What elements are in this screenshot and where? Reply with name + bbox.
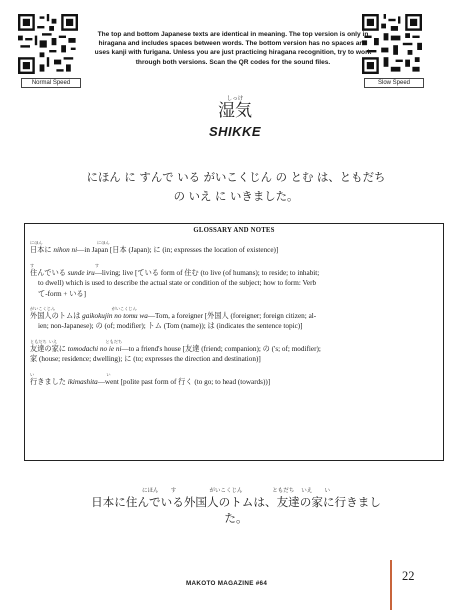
entry-term: 住んでいる — [30, 268, 68, 277]
page-number: 22 — [402, 569, 415, 583]
entry-continuation: て-form + いる] — [38, 289, 86, 298]
glossary-title: GLOSSARY AND NOTES — [193, 227, 275, 234]
glossary-entry — [30, 306, 438, 332]
entry-romaji: sunde iru — [67, 268, 95, 277]
glossary-entry — [30, 372, 438, 387]
glossary-entry — [30, 263, 438, 299]
glossary-entry — [30, 240, 438, 255]
qr-slow-label: Slow Speed — [364, 78, 424, 88]
story-title — [185, 96, 285, 139]
entry-definition: —Tom, a foreigner [外国人 (foreigner; foreign citizen; al- — [147, 312, 317, 321]
entry-term: 外国人のトムは — [30, 312, 83, 321]
hiragana-text — [40, 168, 432, 206]
entry-furigana: ともだち いえ ともだち — [30, 338, 123, 344]
entry-term: 行きました — [30, 377, 68, 386]
kanji-furigana: にほん す がいこくじん ともだち いえ い — [142, 488, 330, 494]
glossary-box — [24, 223, 444, 461]
entry-romaji: gaikokujin no tomu wa — [82, 312, 148, 321]
entry-furigana: す す — [30, 262, 100, 268]
magazine-footer: MAKOTO MAGAZINE #64 — [186, 580, 268, 587]
qr-code-normal[interactable] — [18, 14, 78, 78]
entry-furigana: い い — [30, 371, 111, 377]
entry-definition: —living; live [ている form of 住む (to live (of humans); to reside; to inhabit; — [94, 268, 320, 277]
kanji-line: た。 — [224, 511, 248, 525]
kanji-text — [40, 488, 432, 526]
entry-continuation: to dwell) which is used to describe the actual state or condition of the subject; how to form: Verb — [38, 279, 317, 288]
title-kanji: 湿気 — [218, 101, 252, 121]
entry-definition: —went [polite past form of 行く (to go; to head (towards))] — [97, 377, 271, 386]
entry-continuation: ien; non-Japanese); の (of; modifier); トム (Tom (name)); は (indicates the sentence topic)] — [38, 322, 303, 331]
qr-icon — [18, 14, 78, 74]
entry-furigana: がいこくじん がいこくじん — [30, 306, 137, 312]
entry-definition: —to a friend's house [友達 (friend; companion); の ('s; of; modifier); — [121, 344, 321, 353]
entry-term: 日本に — [30, 246, 54, 255]
hiragana-line: の いえ に いきました。 — [173, 189, 299, 203]
kanji-line: 日本に住んでいる外国人のトムは、友達の家に行きまし — [91, 495, 381, 509]
glossary-entry — [30, 339, 438, 365]
entry-term: 友達の家に — [30, 344, 68, 353]
hiragana-line: にほん に すんで いる がいこくじん の とむ は、ともだち — [86, 170, 386, 184]
entry-romaji: ikimashita — [67, 377, 98, 386]
title-romaji: SHIKKE — [208, 124, 262, 139]
qr-normal-label: Normal Speed — [21, 78, 81, 88]
entry-continuation: 家 (house; residence; dwelling); に (to; expresses the direction and destination)] — [30, 355, 261, 364]
entry-romaji: nihon ni — [53, 246, 78, 255]
entry-definition: —in Japan [日本 (Japan); に (in; expresses the location of existence)] — [77, 246, 279, 255]
title-furigana: しっけ — [226, 96, 244, 102]
entry-romaji: tomodachi no ie ni — [67, 344, 122, 353]
entry-furigana: にほん にほん — [30, 240, 110, 246]
footer-divider — [390, 560, 392, 610]
intro-text: The top and bottom Japanese texts are identical in meaning. The top version is only in hiragana and includes spaces between words. The bottom version has no spaces and uses kanji with furigana. Unless you are just practicing hiragana recognition, try to work through both versions. Scan the QR codes for the sound files. — [94, 31, 372, 66]
